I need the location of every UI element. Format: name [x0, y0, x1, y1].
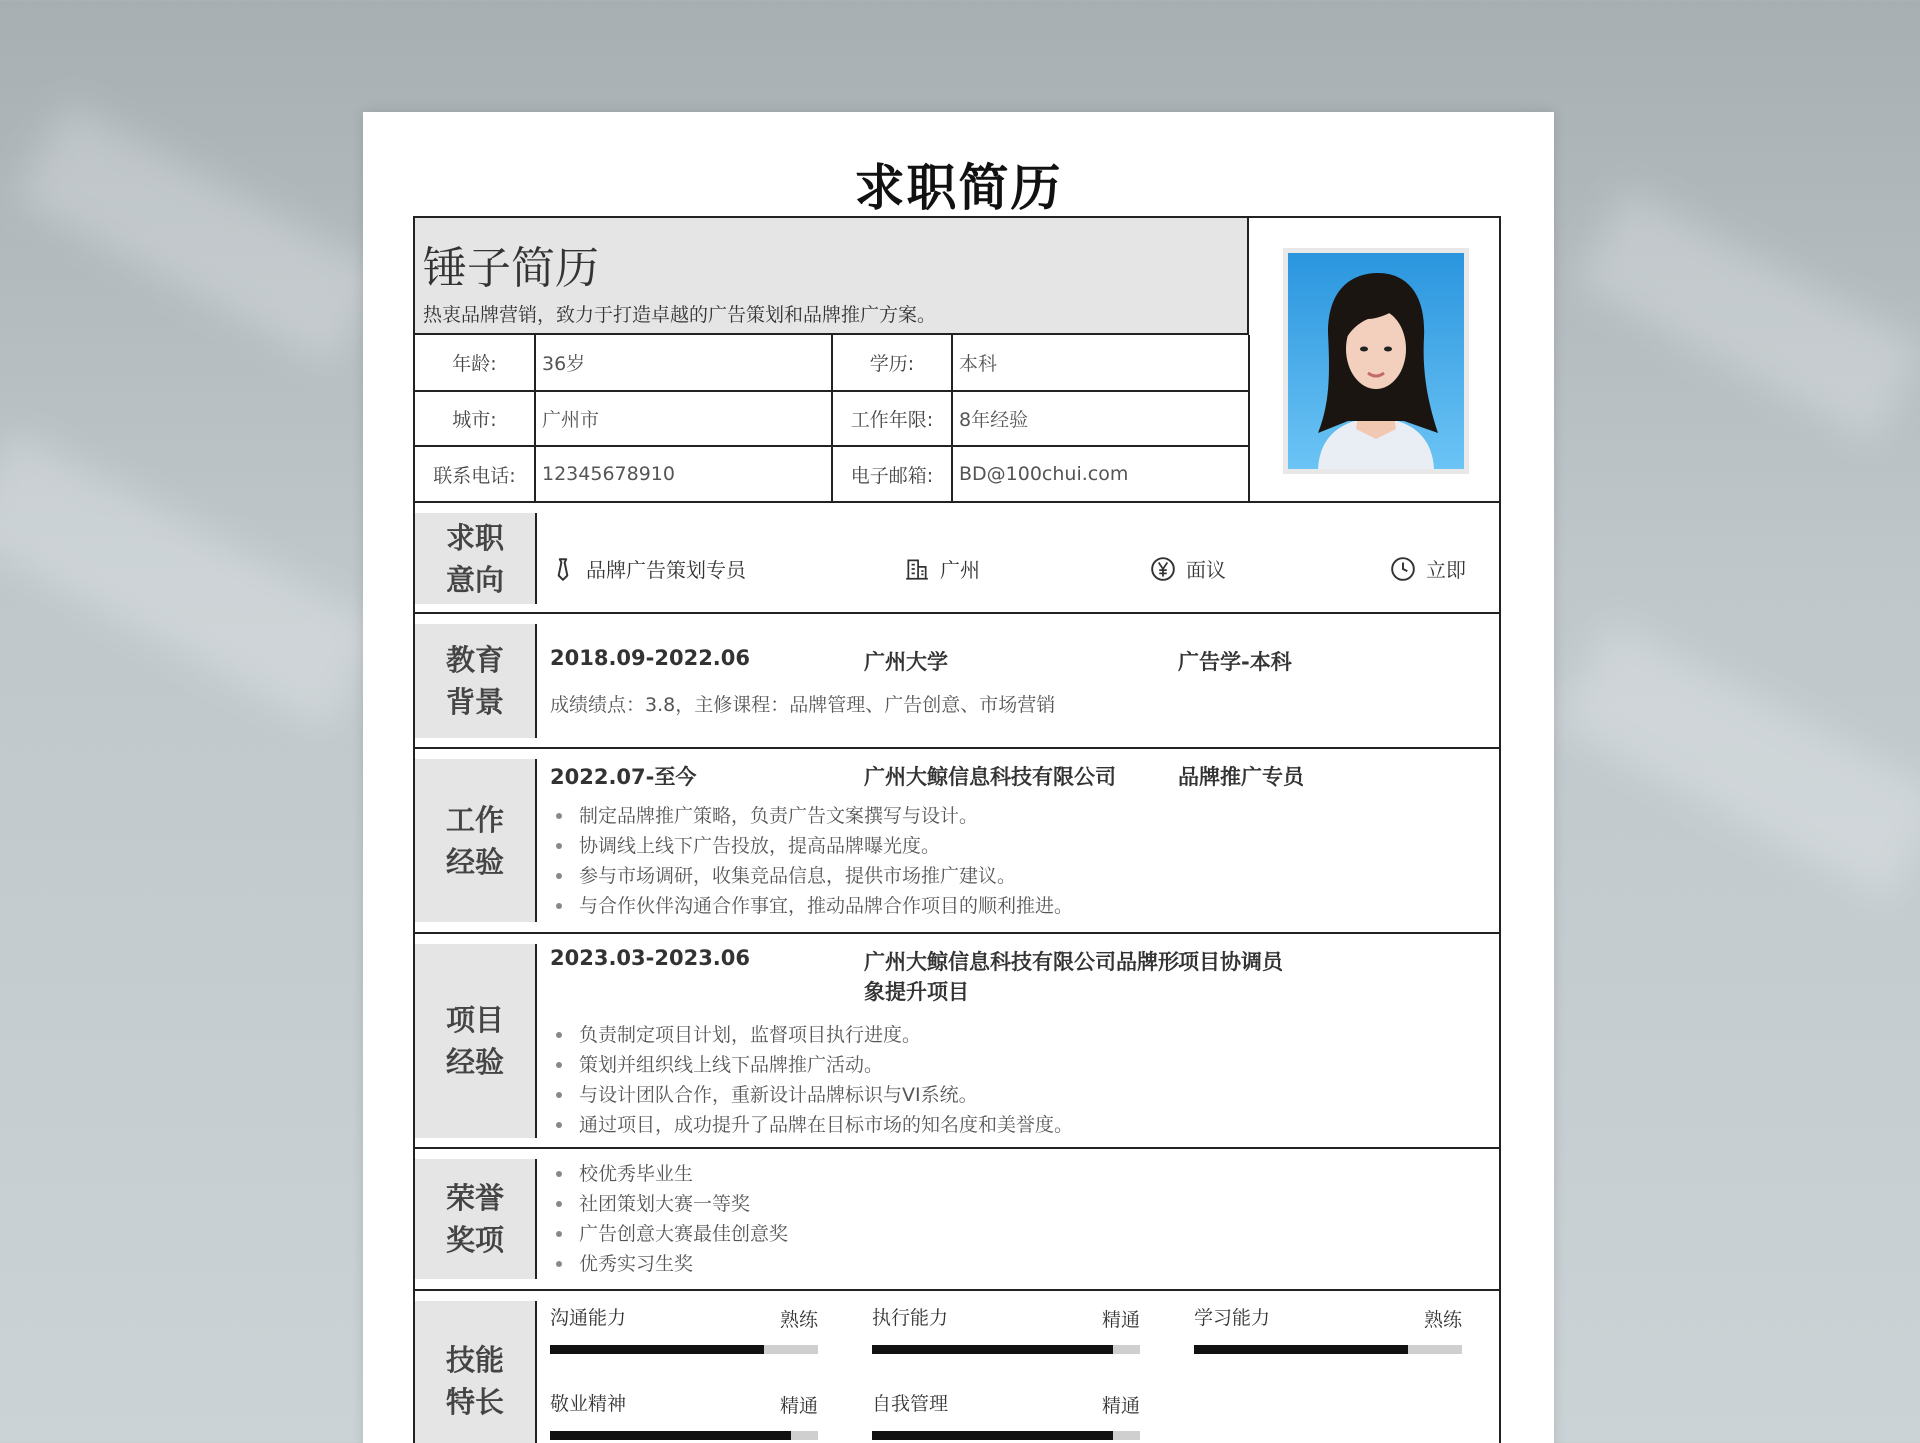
intent-city-text: 广州	[940, 558, 980, 582]
list-item: 与设计团队合作，重新设计品牌标识与VI系统。	[579, 1080, 1073, 1110]
skill-name: 自我管理	[872, 1393, 949, 1415]
section-body	[550, 934, 1481, 1147]
skill-bar-track	[1194, 1345, 1462, 1354]
skill-name: 学习能力	[1194, 1307, 1271, 1329]
yuan-icon	[1150, 556, 1176, 582]
skill-level: 精通	[1101, 1395, 1140, 1417]
background-light-stripe	[0, 428, 384, 731]
education-value: 本科	[952, 335, 1249, 391]
section-work	[415, 749, 1501, 934]
skill-level: 精通	[779, 1395, 818, 1417]
list-item: 与合作伙伴沟通合作事宜，推动品牌合作项目的顺利推进。	[579, 891, 1073, 921]
resume-frame	[413, 216, 1501, 1443]
portrait-image	[1288, 253, 1464, 469]
age-label: 年龄:	[415, 335, 535, 391]
header-block	[415, 218, 1249, 335]
education-major: 广告学-本科	[1178, 650, 1292, 674]
list-item: 校优秀毕业生	[579, 1159, 788, 1189]
work-period: 2022.07-至今	[550, 765, 697, 789]
section-label-line: 工作	[445, 802, 504, 837]
building-icon	[904, 556, 930, 582]
section-label	[415, 944, 537, 1138]
project-period: 2023.03-2023.06	[550, 946, 751, 970]
candidate-motto: 热衷品牌营销，致力于打造卓越的广告策划和品牌推广方案。	[423, 304, 937, 326]
section-label-line: 背景	[445, 685, 504, 719]
work-role: 品牌推广专员	[1178, 765, 1304, 789]
section-label-line: 求职	[445, 520, 504, 555]
document-title: 求职简历	[854, 159, 1063, 217]
list-item: 负责制定项目计划，监督项目执行进度。	[579, 1020, 1073, 1050]
education-school: 广州大学	[864, 650, 948, 674]
section-label-line: 荣誉	[445, 1181, 504, 1215]
project-duties	[550, 1020, 1073, 1140]
section-label-line: 经验	[445, 844, 504, 879]
background-light-stripe	[1554, 618, 1920, 902]
section-label	[415, 513, 537, 604]
section-label-line: 教育	[445, 643, 504, 677]
skill-bar-track	[872, 1345, 1140, 1354]
section-label-line: 奖项	[445, 1223, 504, 1257]
honors-list	[550, 1159, 788, 1279]
skill-name: 执行能力	[872, 1307, 949, 1329]
skill-level: 熟练	[779, 1309, 818, 1331]
clock-icon	[1390, 556, 1416, 582]
section-skills	[415, 1291, 1501, 1443]
section-label-line: 特长	[445, 1385, 504, 1419]
skill-bar-fill	[872, 1431, 1113, 1440]
section-label-line: 项目	[445, 1003, 504, 1037]
skill-level: 熟练	[1423, 1309, 1462, 1331]
section-education	[415, 614, 1501, 749]
list-item: 制定品牌推广策略，负责广告文案撰写与设计。	[579, 801, 1073, 831]
skill-level: 精通	[1101, 1309, 1140, 1331]
work-company: 广州大鲸信息科技有限公司	[864, 765, 1116, 789]
skill-bar-fill	[550, 1345, 764, 1354]
resume-sheet	[363, 112, 1554, 1443]
project-role: 项目协调员	[1178, 950, 1283, 974]
profile-photo	[1283, 248, 1469, 474]
years-label: 工作年限:	[832, 391, 952, 447]
intent-position-text: 品牌广告策划专员	[586, 558, 746, 582]
intent-availability-text: 立即	[1426, 558, 1466, 582]
intent-city	[904, 554, 980, 583]
skill-name: 敬业精神	[550, 1393, 627, 1415]
city-value: 广州市	[535, 391, 832, 447]
background-light-stripe	[1574, 187, 1920, 444]
section-project	[415, 934, 1501, 1149]
project-name-line-2: 象提升项目	[864, 980, 969, 1004]
list-item: 社团策划大赛一等奖	[579, 1189, 788, 1219]
skill-name: 沟通能力	[550, 1307, 627, 1329]
list-item: 优秀实习生奖	[579, 1249, 788, 1279]
section-honors	[415, 1149, 1501, 1291]
email-value: BD@100chui.com	[952, 446, 1249, 502]
section-body	[550, 1149, 1481, 1289]
education-detail: 成绩绩点：3.8，主修课程：品牌管理、广告创意、市场营销	[550, 694, 1056, 716]
education-period: 2018.09-2022.06	[550, 646, 751, 670]
section-body	[550, 749, 1481, 932]
education-label: 学历:	[832, 335, 952, 391]
list-item: 协调线上线下广告投放，提高品牌曝光度。	[579, 831, 1073, 861]
section-label	[415, 759, 537, 922]
work-duties	[550, 801, 1073, 921]
skill-bar-track	[550, 1431, 818, 1440]
list-item: 策划并组织线上线下品牌推广活动。	[579, 1050, 1073, 1080]
section-label-line: 意向	[445, 562, 504, 597]
section-label-line: 经验	[445, 1045, 504, 1079]
section-body	[550, 614, 1481, 747]
section-label	[415, 1159, 537, 1279]
section-job-intent	[415, 503, 1501, 614]
tie-icon	[550, 556, 576, 582]
phone-value: 12345678910	[535, 446, 832, 502]
skill-bar-fill	[550, 1431, 791, 1440]
photo-column	[1249, 218, 1501, 503]
section-body	[550, 1291, 1481, 1443]
email-label: 电子邮箱:	[832, 446, 952, 502]
skill-bar-fill	[1194, 1345, 1408, 1354]
project-name-line-1: 广州大鲸信息科技有限公司品牌形	[864, 950, 1179, 974]
section-label	[415, 624, 537, 738]
list-item: 参与市场调研，收集竞品信息，提供市场推广建议。	[579, 861, 1073, 891]
intent-position	[550, 554, 746, 583]
skill-bar-fill	[872, 1345, 1113, 1354]
background-light-stripe	[15, 102, 385, 368]
skill-bar-track	[872, 1431, 1140, 1440]
years-value: 8年经验	[952, 391, 1249, 447]
section-label	[415, 1301, 537, 1443]
intent-availability	[1390, 554, 1466, 583]
section-body	[550, 503, 1481, 612]
phone-label: 联系电话:	[415, 446, 535, 502]
intent-salary	[1150, 554, 1226, 583]
candidate-name: 锤子简历	[423, 243, 599, 294]
city-label: 城市:	[415, 391, 535, 447]
intent-salary-text: 面议	[1186, 558, 1226, 582]
skill-bar-track	[550, 1345, 818, 1354]
age-value: 36岁	[535, 335, 832, 391]
section-label-line: 技能	[445, 1343, 504, 1377]
list-item: 广告创意大赛最佳创意奖	[579, 1219, 788, 1249]
list-item: 通过项目，成功提升了品牌在目标市场的知名度和美誉度。	[579, 1110, 1073, 1140]
personal-info-table	[415, 335, 1250, 503]
